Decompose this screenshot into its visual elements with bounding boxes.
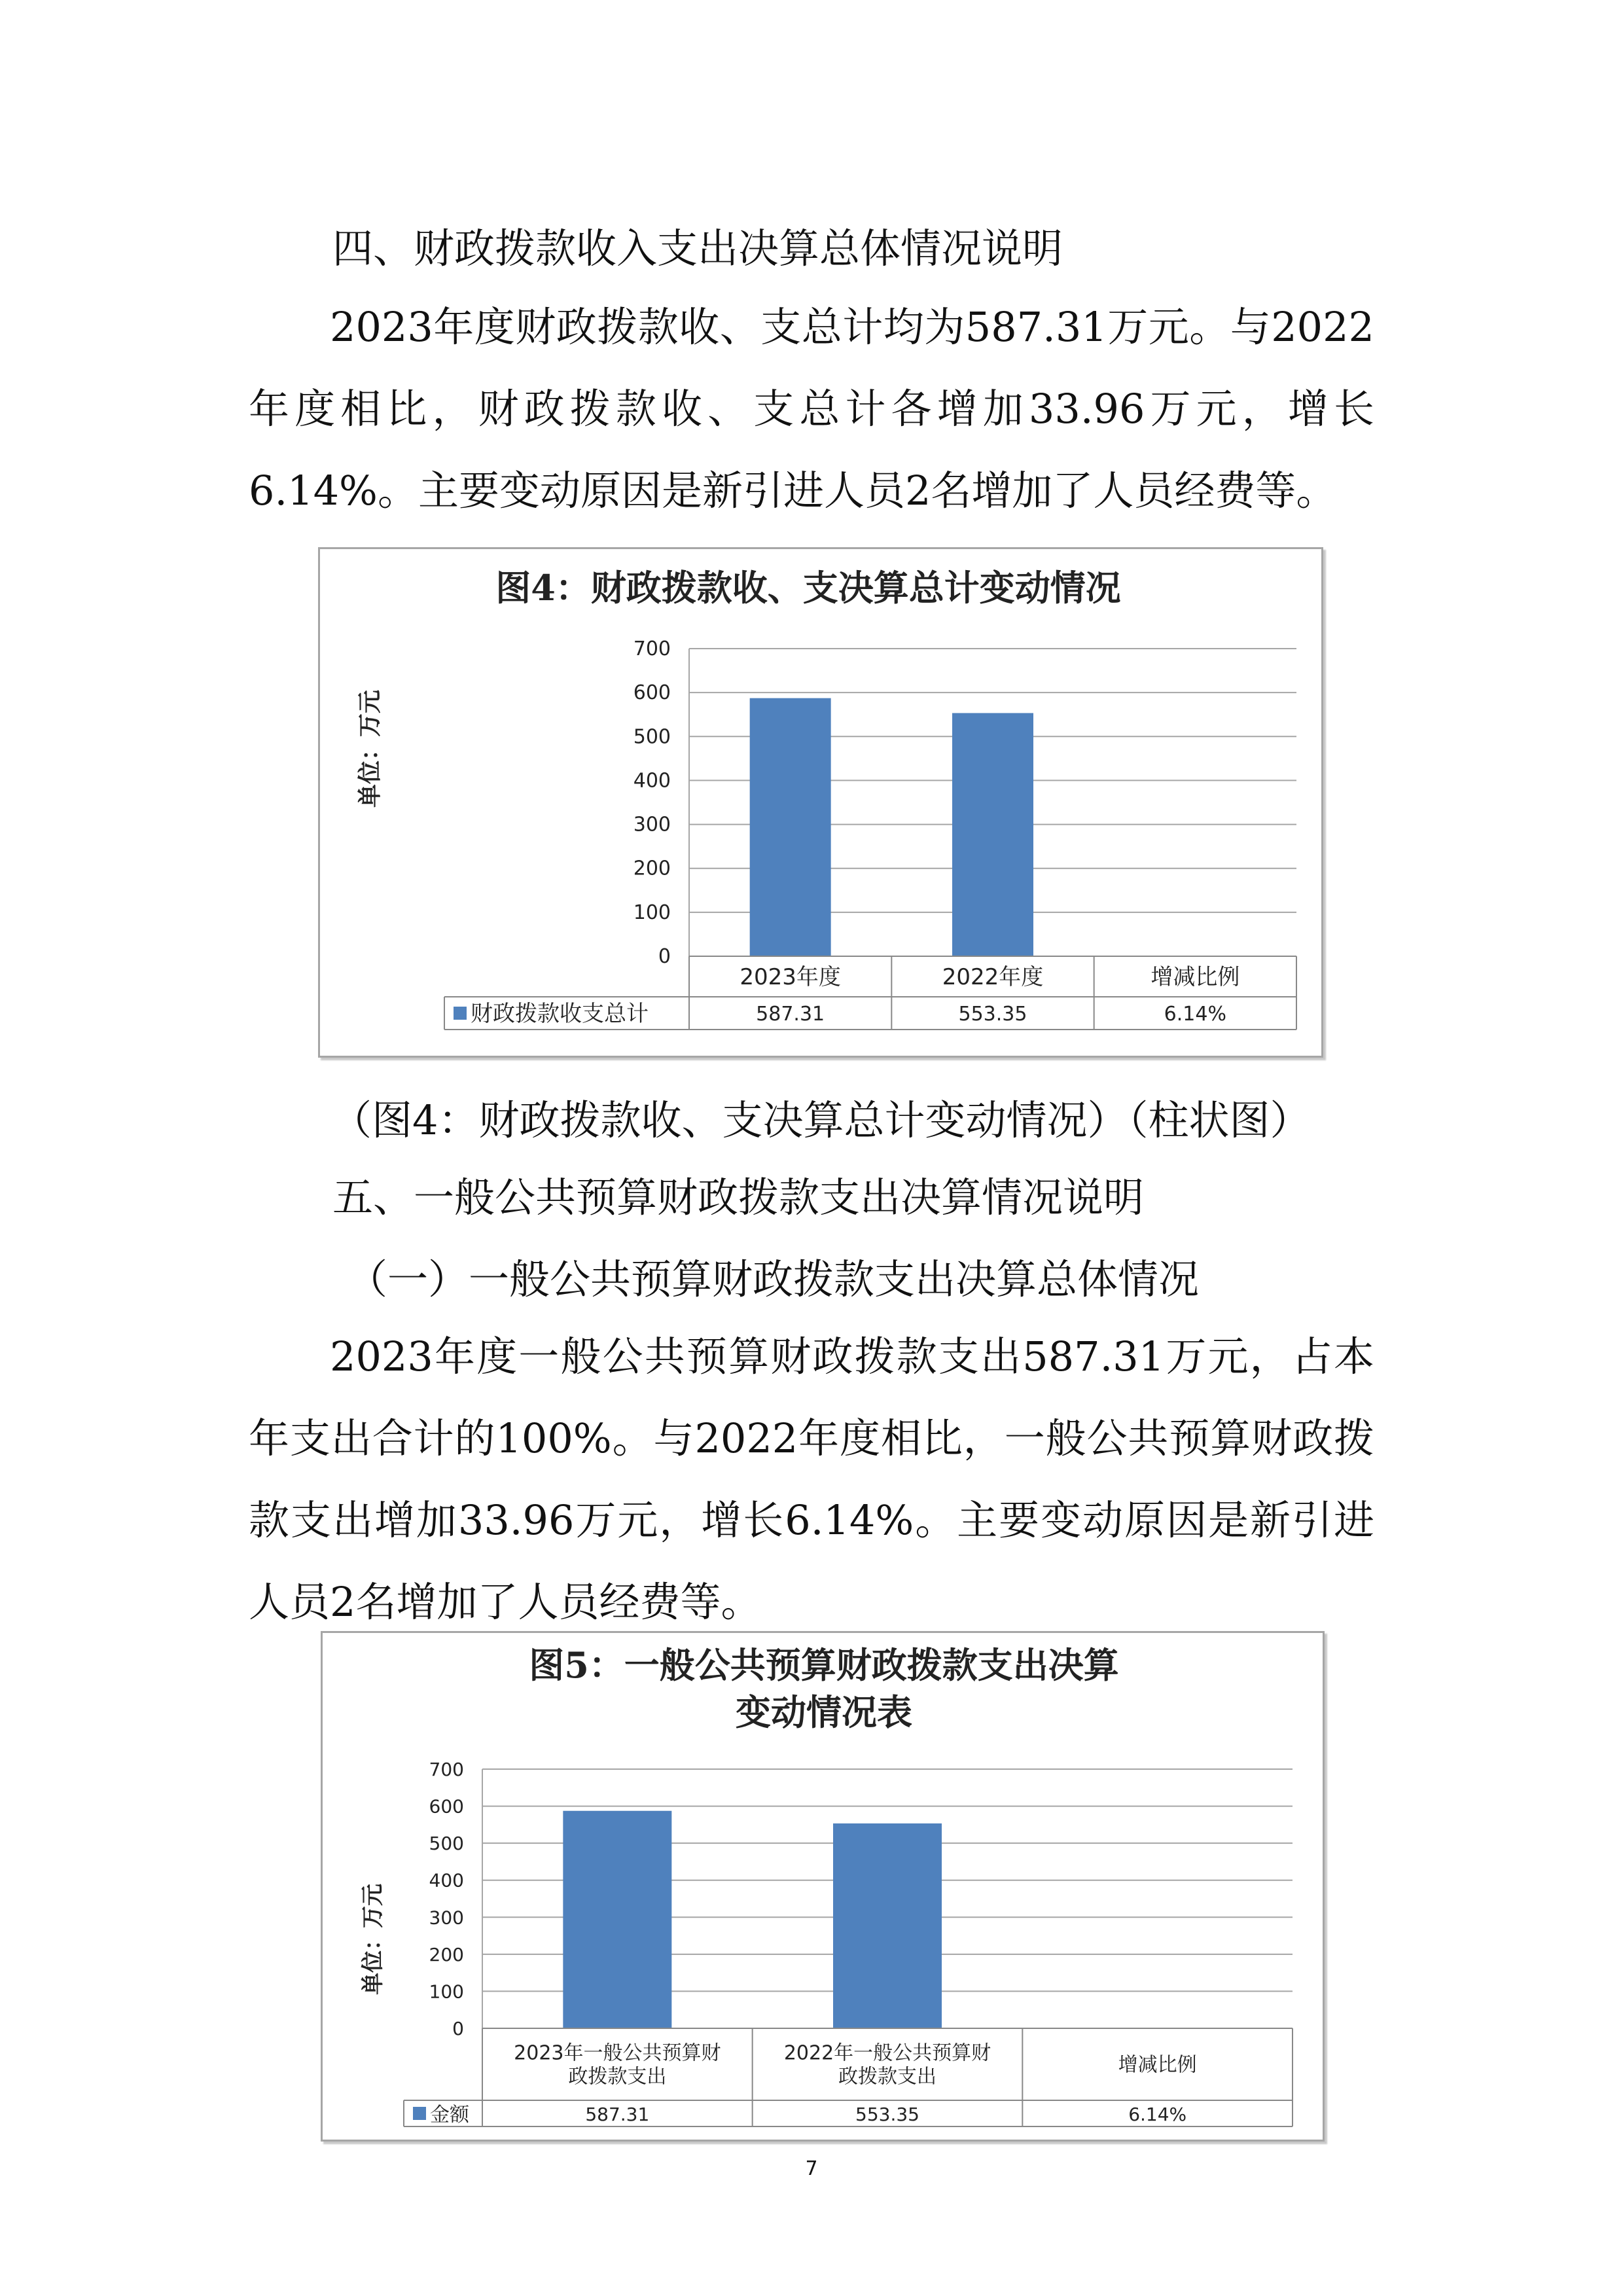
legend-swatch: [413, 2107, 426, 2120]
section4-heading: 四、财政拨款收入支出决算总体情况说明: [332, 224, 1063, 272]
bar: [563, 1811, 671, 2028]
section5-heading: 五、一般公共预算财政拨款支出决算情况说明: [332, 1174, 1145, 1221]
section5-paragraph: 2023年度一般公共预算财政拨款支出587.31万元，占本年支出合计的100%。与2022年度相比，一般公共预算财政拨款支出增加33.96万元，增长6.14%。主要变动原因是新引进人员2名增加了人员经费等。: [249, 1333, 1374, 1626]
chart-title: 变动情况表: [736, 1691, 912, 1733]
y-tick-label: 600: [633, 681, 671, 705]
category-label: 2023年一般公共预算财: [514, 2041, 721, 2065]
y-tick-label: 300: [633, 813, 671, 836]
category-label: 政拨款支出: [568, 2065, 667, 2089]
y-axis-label: 单位：万元: [360, 1884, 386, 1995]
figure4-caption: （图4：财政拨款收、支决算总计变动情况）（柱状图）: [331, 1096, 1311, 1144]
chart-fig4: [318, 547, 1323, 1058]
category-label: 增减比例: [1150, 964, 1240, 991]
legend-swatch: [454, 1007, 467, 1020]
chart-fig5: [321, 1631, 1325, 2142]
data-label: 6.14%: [1128, 2104, 1187, 2125]
y-tick-label: 0: [658, 945, 671, 968]
y-tick-label: 500: [429, 1833, 464, 1855]
legend-label: 金额: [430, 2104, 469, 2126]
data-label: 553.35: [958, 1003, 1027, 1026]
y-tick-label: 100: [633, 901, 671, 924]
y-tick-label: 400: [633, 769, 671, 793]
y-tick-label: 500: [633, 725, 671, 749]
chart-fig5-svg: [323, 1633, 1323, 2140]
y-tick-label: 200: [633, 857, 671, 880]
category-label: 2022年一般公共预算财: [783, 2041, 991, 2065]
data-label: 587.31: [756, 1003, 825, 1026]
y-axis-label: 单位：万元: [357, 689, 383, 808]
y-tick-label: 100: [429, 1981, 464, 2003]
bar: [952, 713, 1033, 956]
y-tick-label: 300: [429, 1907, 464, 1929]
category-label: 2023年度: [740, 964, 841, 991]
legend-label: 财政拨款收支总计: [471, 1001, 649, 1027]
section4-paragraph: 2023年度财政拨款收、支总计均为587.31万元。与2022年度相比，财政拨款收、支总计各增加33.96万元，增长6.14%。主要变动原因是新引进人员2名增加了人员经费等。: [249, 303, 1374, 514]
chart-title: 图4：财政拨款收、支决算总计变动情况: [495, 567, 1121, 609]
data-label: 553.35: [855, 2104, 919, 2125]
category-label: 政拨款支出: [838, 2065, 936, 2089]
y-tick-label: 200: [429, 1943, 464, 1965]
category-label: 2022年度: [942, 964, 1044, 991]
category-label: 增减比例: [1118, 2053, 1197, 2077]
y-tick-label: 0: [452, 2018, 464, 2039]
y-tick-label: 700: [429, 1759, 464, 1780]
section5-subheading: （一）一般公共预算财政拨款支出决算总体情况: [347, 1255, 1200, 1303]
y-tick-label: 600: [429, 1795, 464, 1818]
bar: [750, 698, 831, 956]
chart-title: 图5：一般公共预算财政拨款支出决算: [529, 1644, 1119, 1686]
y-tick-label: 400: [429, 1869, 464, 1892]
bar: [833, 1823, 942, 2028]
data-label: 587.31: [585, 2104, 650, 2125]
chart-fig4-svg: [320, 549, 1321, 1056]
page-number: 7: [805, 2157, 818, 2180]
data-label: 6.14%: [1164, 1003, 1226, 1026]
y-tick-label: 700: [633, 637, 671, 660]
